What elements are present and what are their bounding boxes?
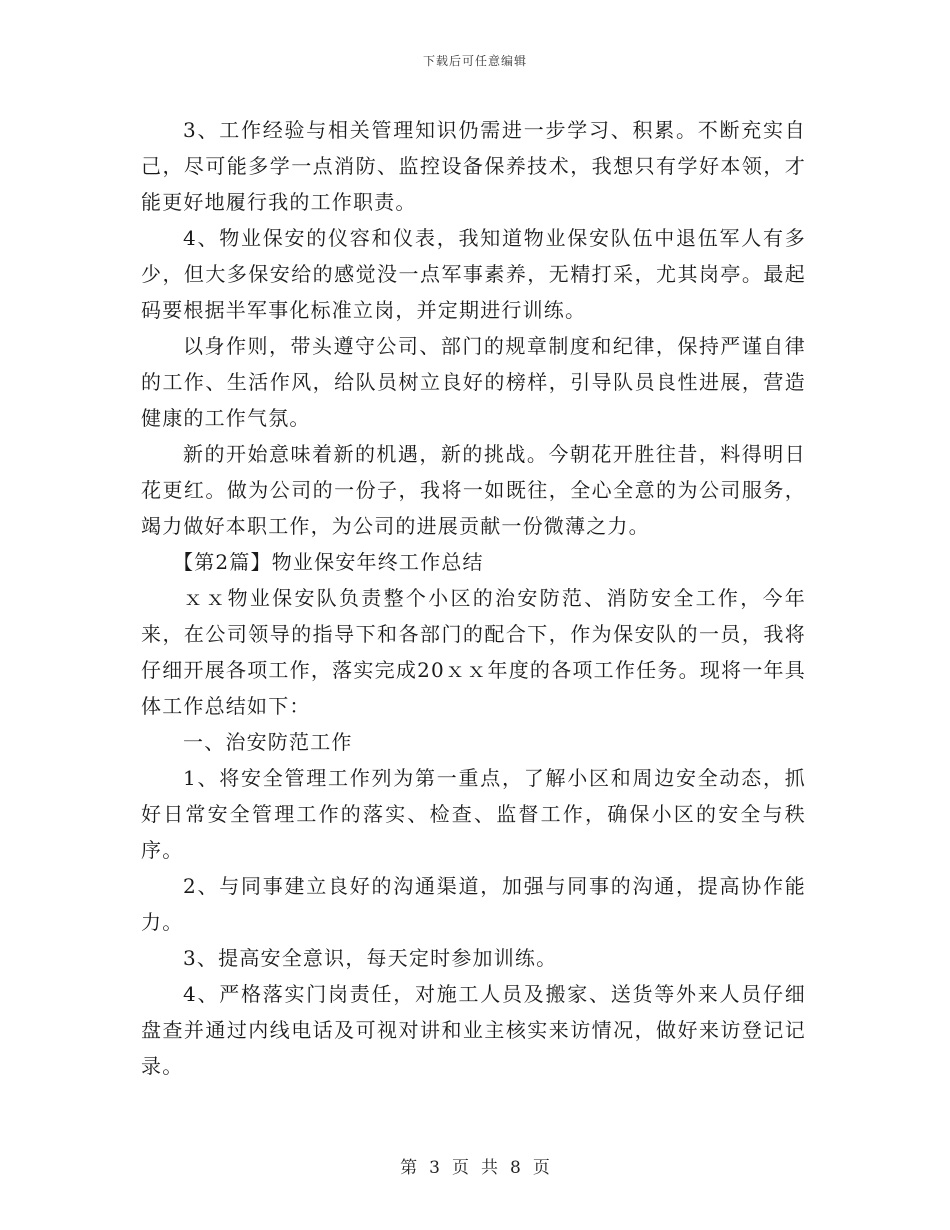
- document-body: [141, 112, 806, 1084]
- paragraph-item-1: 1、将安全管理工作列为第一重点，了解小区和周边安全动态，抓好日常安全管理工作的落实、检查、监督工作，确保小区的安全与秩序。: [141, 766, 806, 862]
- paragraph-intro-summary: ｘｘ物业保安队负责整个小区的治安防范、消防安全工作，今年来，在公司领导的指导下和各部门的配合下，作为保安队的一员，我将仔细开展各项工作，落实完成20ｘｘ年度的各项工作任务。现将一年具体工作总结如下：: [141, 586, 806, 718]
- footer-prefix: 第: [400, 1158, 418, 1178]
- paragraph-item-2: 2、与同事建立良好的沟通渠道，加强与同事的沟通，提高协作能力。: [141, 874, 806, 934]
- paragraph-experience: 3、工作经验与相关管理知识仍需进一步学习、积累。不断充实自己，尽可能多学一点消防、监控设备保养技术，我想只有学好本领，才能更好地履行我的工作职责。: [141, 118, 806, 214]
- page-header: 下载后可任意编辑: [422, 54, 527, 68]
- paragraph-item-3: 3、提高安全意识，每天定时参加训练。: [183, 946, 558, 970]
- paragraph-lead-by-example: 以身作则，带头遵守公司、部门的规章制度和纪律，保持严谨自律的工作、生活作风，给队员树立良好的榜样，引导队员良性进展，营造健康的工作气氛。: [141, 334, 806, 430]
- paragraph-item-4: 4、严格落实门岗责任，对施工人员及搬家、送货等外来人员仔细盘查并通过内线电话及可视对讲和业主核实来访情况，做好来访登记记录。: [141, 982, 806, 1078]
- footer-total-pages: 8: [510, 1158, 521, 1178]
- paragraph-appearance: 4、物业保安的仪容和仪表，我知道物业保安队伍中退伍军人有多少，但大多保安给的感觉没一点军事素养，无精打采，尤其岗亭。最起码要根据半军事化标准立岗，并定期进行训练。: [141, 226, 806, 322]
- footer-total-label: 共: [481, 1158, 498, 1178]
- section-title-chapter-2: 【第2篇】物业保安年终工作总结: [173, 550, 484, 574]
- footer-page-label: 页: [452, 1158, 469, 1178]
- footer-current-page: 3: [429, 1158, 440, 1178]
- footer-suffix: 页: [532, 1158, 550, 1178]
- section-heading-security: 一、治安防范工作: [183, 730, 353, 754]
- page-footer: [0, 1153, 950, 1178]
- paragraph-new-beginning: 新的开始意味着新的机遇，新的挑战。今朝花开胜往昔，料得明日花更红。做为公司的一份子，我将一如既往，全心全意的为公司服务，竭力做好本职工作，为公司的进展贡献一份微薄之力。: [141, 442, 806, 538]
